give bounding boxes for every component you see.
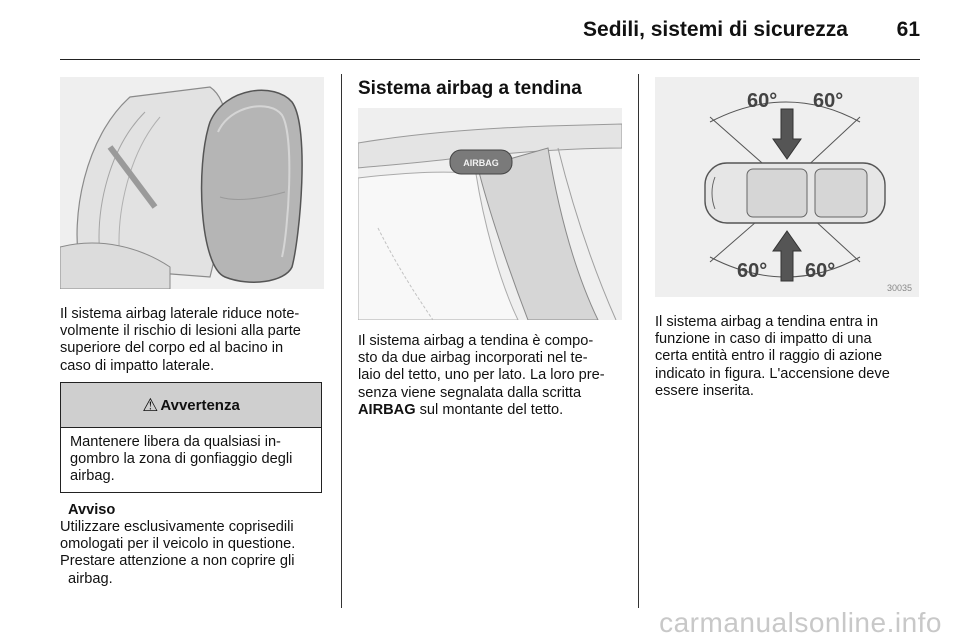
text-line: sto da due airbag incorporati nel te-: [358, 350, 588, 367]
text-line: superiore del corpo ed al bacino in: [60, 340, 284, 357]
text-line: caso di impatto laterale.: [60, 357, 215, 374]
text-line: Il sistema airbag laterale riduce note-: [60, 306, 300, 322]
side-airbag-paragraph: [60, 306, 330, 375]
text-line: Prestare attenzione a non coprire gli: [60, 553, 295, 570]
side-airbag-figure: [60, 77, 324, 289]
header-rule: [60, 59, 920, 60]
text-line: gombro la zona di gonfiaggio degli: [70, 451, 293, 468]
angle-label-bottom-left: 60°: [737, 260, 768, 282]
text-line: essere inserita.: [655, 382, 754, 399]
page-header: [60, 14, 920, 54]
section-title: Sistema airbag a tendina: [358, 78, 582, 99]
angle-label-bottom-right: 60°: [805, 260, 836, 282]
warning-box: [60, 382, 322, 493]
angle-label-top-left: 60°: [747, 90, 778, 112]
text-line: certa entità entro il raggio di azione: [655, 348, 883, 365]
text-line: Mantenere libera da qualsiasi in-: [70, 434, 281, 450]
text-line: airbag.: [68, 570, 113, 587]
text-line: Utilizzare esclusivamente coprisedili: [60, 519, 294, 535]
airbag-badge-label: AIRBAG: [463, 158, 499, 168]
curtain-airbag-figure: [358, 108, 622, 320]
impact-zone-figure: [655, 77, 919, 297]
figure-code: 30035: [887, 283, 913, 293]
warning-header: [61, 383, 321, 428]
airbag-bold-word: AIRBAG: [358, 401, 416, 418]
page-number: 61: [896, 18, 920, 41]
curtain-airbag-paragraph: [358, 333, 628, 419]
text-line: laio del tetto, uno per lato. La loro pre-: [358, 367, 605, 384]
warning-title: Avvertenza: [160, 396, 240, 414]
angle-label-top-right: 60°: [813, 90, 844, 112]
text-fragment: sul montante del tetto.: [415, 401, 564, 418]
text-line: Il sistema airbag a tendina entra in: [655, 314, 879, 330]
text-line: funzione in caso di impatto di una: [655, 331, 872, 348]
notice-text: [60, 519, 333, 588]
warning-triangle-icon: ⚠: [142, 394, 159, 415]
text-line: senza viene segnalata dalla scritta: [358, 384, 582, 401]
column-divider-1: [341, 74, 342, 608]
column-divider-2: [638, 74, 639, 608]
header-title: Sedili, sistemi di sicurezza: [583, 18, 848, 41]
watermark: carmanualsonline.info: [659, 607, 942, 638]
text-line: Il sistema airbag a tendina è compo-: [358, 333, 594, 349]
text-line: volmente il rischio di lesioni alla parte: [60, 323, 301, 340]
text-line: indicato in figura. L'accensione deve: [655, 365, 890, 382]
text-line: airbag.: [70, 468, 115, 485]
text-line: omologati per il veicolo in questione.: [60, 536, 296, 553]
warning-text: [70, 434, 316, 486]
notice-title: Avviso: [68, 502, 116, 518]
impact-zone-paragraph: [655, 314, 925, 400]
text-line: [358, 402, 628, 419]
